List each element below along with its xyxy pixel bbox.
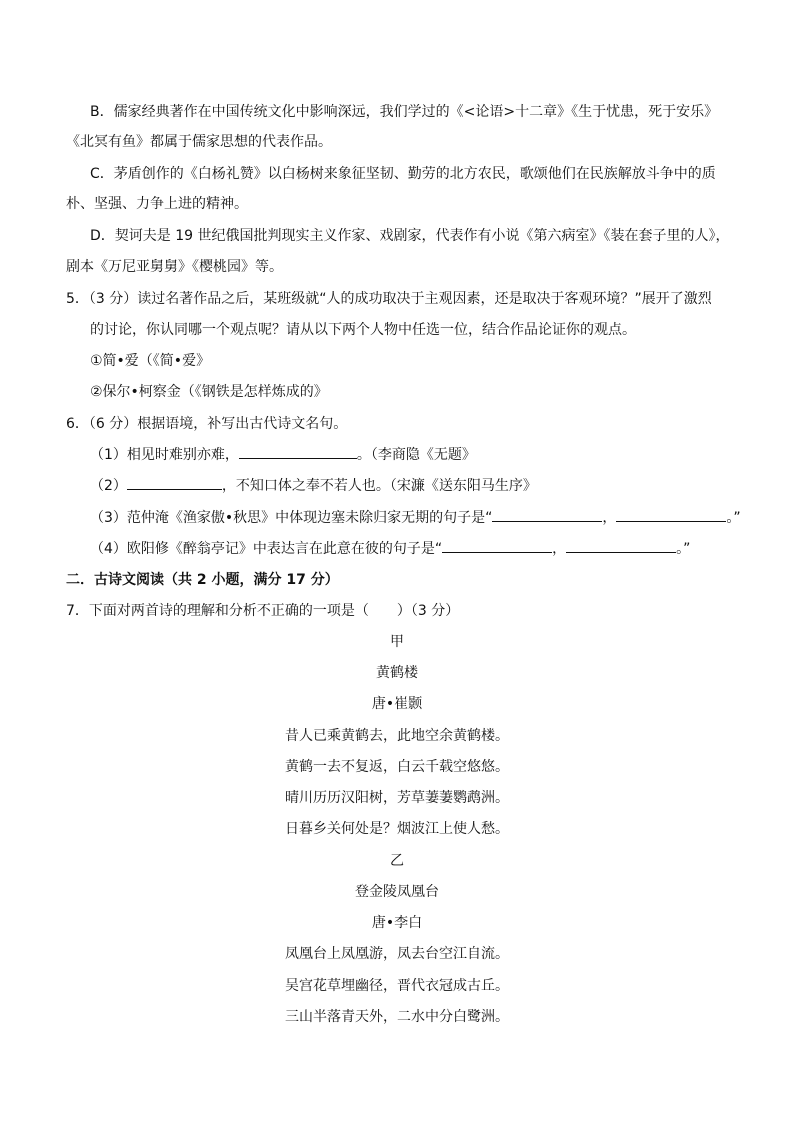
q6-item2-post: ，不知口体之奉不若人也。（宋濂《送东阳马生序》	[221, 478, 537, 494]
poem2-line-3: 三山半落青天外，二水中分白鹭洲。	[285, 1009, 509, 1025]
q4-option-c-line2: 朴、坚强、力争上进的精神。	[66, 196, 248, 212]
section-2-title: 二．古诗文阅读（共 2 小题，满分 17 分）	[66, 572, 339, 588]
q6-item1-post: 。（李商隐《无题》	[356, 447, 476, 463]
q6-item2-blank[interactable]	[127, 475, 222, 490]
q7-stem: 7．下面对两首诗的理解和分析不正确的一项是（ ）（3 分）	[66, 603, 460, 619]
q6-item3-blank-b[interactable]	[616, 507, 726, 522]
poem1-line-4: 日暮乡关何处是？烟波江上使人愁。	[285, 821, 509, 837]
q5-stem-line2: 的讨论，你认同哪一个观点呢？请从以下两个人物中任选一位，结合作品论证你的观点。	[90, 322, 636, 338]
q4-option-c-line1: C．茅盾创作的《白杨礼赞》以白杨树来象征坚韧、勤劳的北方农民，歌颂他们在民族解放斗争中的质	[90, 166, 716, 182]
q6-item-4	[90, 538, 690, 560]
poem1-line-2: 黄鹤一去不复返，白云千载空悠悠。	[285, 759, 509, 775]
poem1-author: 唐•崔颢	[371, 696, 423, 712]
poem2-line-2: 吴宫花草埋幽径，晋代衣冠成古丘。	[285, 978, 509, 994]
q5-option-2: ②保尔•柯察金（《钢铁是怎样炼成的》	[90, 384, 328, 400]
q6-item4-blank-a[interactable]	[442, 538, 552, 553]
poem1-title: 黄鹤楼	[376, 665, 418, 681]
q4-option-d-line1: D．契诃夫是 19 世纪俄国批判现实主义作家、戏剧家，代表作有小说《第六病室》《装在套子里的人》，	[90, 228, 730, 244]
q6-item-2	[90, 475, 537, 497]
poem1-line-1: 昔人已乘黄鹤去，此地空余黄鹤楼。	[285, 728, 509, 744]
q6-item4-mid: ，	[552, 541, 567, 557]
q6-item1-blank[interactable]	[239, 444, 357, 459]
q6-item3-mid: ，	[602, 510, 617, 526]
q6-stem: 6．（6 分）根据语境，补写出古代诗文名句。	[66, 416, 348, 432]
q6-item4-post: 。”	[676, 541, 691, 557]
poem2-line-1: 凤凰台上凤凰游，凤去台空江自流。	[285, 946, 509, 962]
poem1-label: 甲	[390, 634, 404, 650]
q6-item1-pre: （1）相见时难别亦难，	[90, 447, 239, 463]
q5-stem-line1: 5．（3 分）读过名著作品之后，某班级就“人的成功取决于主观因素，还是取决于客观环境？”展开了激烈	[66, 291, 712, 307]
poem1-line-3: 晴川历历汉阳树，芳草萋萋鹦鹉洲。	[285, 790, 509, 806]
q6-item2-pre: （2）	[90, 478, 127, 494]
q5-option-1: ①简•爱（《简•爱》	[90, 353, 211, 369]
q6-item4-blank-b[interactable]	[566, 538, 676, 553]
q6-item-3	[90, 507, 741, 529]
q4-option-b-line1: B．儒家经典著作在中国传统文化中影响深远，我们学过的《<论语>十二章》《生于忧患，死于安乐》	[90, 104, 719, 120]
q6-item3-blank-a[interactable]	[492, 507, 602, 522]
poem2-author: 唐•李白	[371, 915, 423, 931]
poem2-label: 乙	[390, 853, 404, 869]
q6-item4-pre: （4）欧阳修《醉翁亭记》中表达言在此意在彼的句子是“	[90, 541, 443, 557]
poem2-title: 登金陵凤凰台	[355, 884, 439, 900]
q4-option-d-line2: 剧本《万尼亚舅舅》《樱桃园》等。	[66, 259, 283, 275]
q6-item-1	[90, 444, 476, 466]
q4-option-b-line2: 《北冥有鱼》都属于儒家思想的代表作品。	[66, 134, 332, 150]
q6-item3-post: 。”	[726, 510, 741, 526]
q6-item3-pre: （3）范仲淹《渔家傲•秋思》中体现边塞未除归家无期的句子是“	[90, 510, 493, 526]
